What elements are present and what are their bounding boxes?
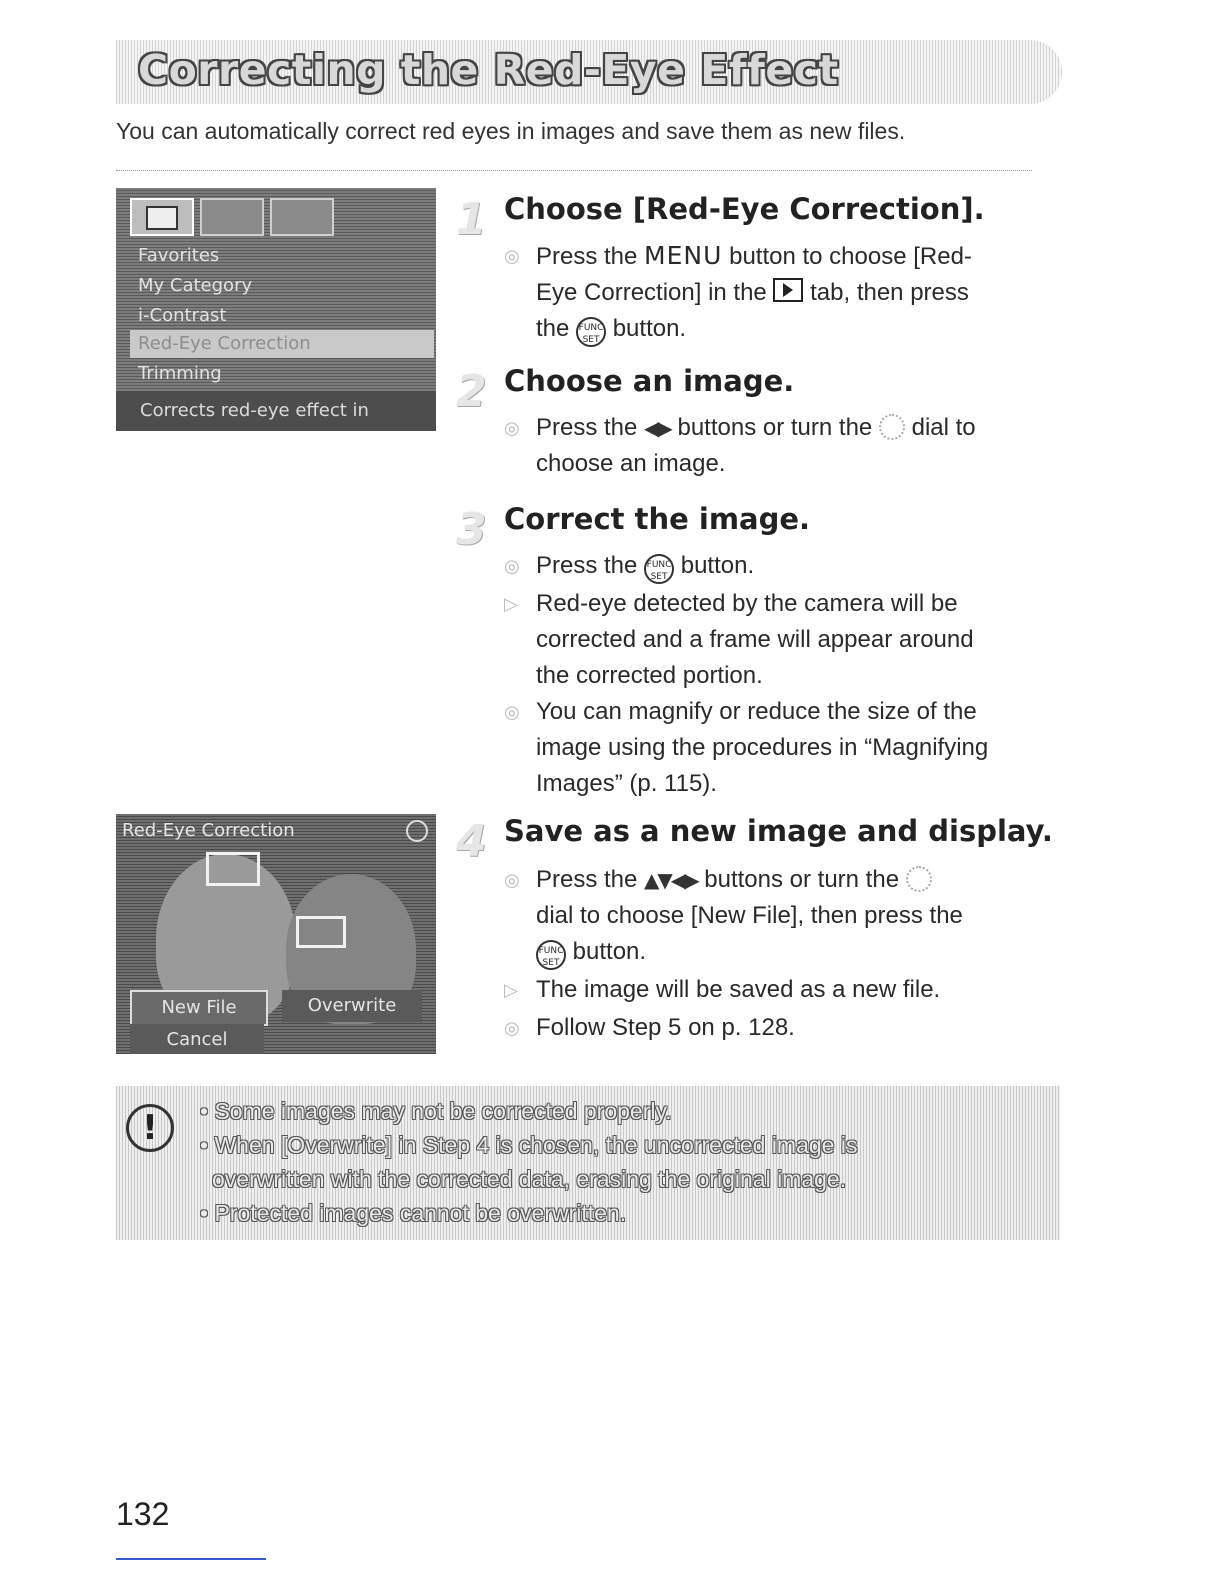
step-number: 1: [456, 194, 487, 245]
print-tab: [200, 198, 264, 236]
menu-item-favorites: Favorites: [138, 245, 220, 266]
bullet-icon: ◎: [504, 702, 520, 722]
section-title-bar: [116, 40, 1062, 104]
new-file-option: New File: [130, 990, 268, 1026]
correction-frame: [296, 916, 346, 948]
step-title: Choose [Red-Eye Correction].: [504, 192, 985, 226]
menu-item-trimming: Trimming: [138, 363, 222, 384]
page-number: 132: [116, 1496, 170, 1532]
result-arrow-icon: ▷: [504, 980, 518, 1000]
menu-button-label: MENU: [644, 241, 723, 270]
bullet-icon: ◎: [504, 418, 520, 438]
step-title: Choose an image.: [504, 364, 795, 398]
camera-menu-screenshot: [116, 188, 436, 431]
menu-item-i-contrast: i-Contrast: [138, 305, 227, 326]
divider: [116, 170, 1032, 171]
bullet-icon: ◎: [504, 1018, 520, 1038]
step-instruction: ◎ Press the ◀▶ buttons or turn the dial to choose an image.: [504, 410, 1064, 482]
menu-tabs: [130, 198, 334, 234]
func-set-button-icon: FUNC SET: [576, 317, 606, 347]
page-title: Correcting the Red-Eye Effect: [138, 46, 839, 94]
control-dial-icon: [879, 414, 905, 440]
notice-line: overwritten with the corrected data, erasing the original image.: [212, 1166, 847, 1192]
four-way-arrows-icon: ▲▼◀▶: [644, 868, 698, 892]
tools-tab: [270, 198, 334, 236]
step-number: 3: [456, 504, 487, 555]
step-title: Save as a new image and display.: [504, 814, 1053, 848]
correction-frame: [206, 852, 260, 886]
step-number: 4: [456, 816, 487, 867]
screen-title: Red-Eye Correction: [122, 820, 295, 841]
overwrite-option: Overwrite: [282, 990, 422, 1022]
notice-line: • When [Overwrite] in Step 4 is chosen, the uncorrected image is: [200, 1132, 858, 1158]
footer-rule: [116, 1558, 266, 1560]
bullet-icon: ◎: [504, 556, 520, 576]
menu-item-my-category: My Category: [138, 275, 253, 296]
step-instruction: ◎ Press the FUNC SET button.: [504, 548, 1064, 584]
func-set-button-icon: FUNC SET: [644, 554, 674, 584]
caution-icon: !: [126, 1104, 174, 1152]
left-right-arrows-icon: ◀▶: [644, 416, 671, 440]
func-set-button-icon: FUNC SET: [536, 940, 566, 970]
step-instruction: ◎ Press the MENU button to choose [Red- Eye Correction] in the tab, then press the FUNC SET button.: [504, 238, 1064, 347]
playback-icon: [773, 278, 803, 302]
step-result: ▷ The image will be saved as a new file.: [504, 972, 1064, 1008]
step-instruction: ◎ Follow Step 5 on p. 128.: [504, 1010, 1064, 1046]
step-instruction: ◎ Press the ▲▼◀▶ buttons or turn the dial to choose [New File], then press the FUNC SET button.: [504, 862, 1064, 970]
red-eye-correction-screenshot: [116, 814, 436, 1054]
menu-item-red-eye-correction: Red-Eye Correction: [130, 330, 434, 358]
bullet-icon: ◎: [504, 246, 520, 266]
step-title: Correct the image.: [504, 502, 811, 536]
dial-indicator-icon: [406, 820, 428, 842]
notice-line: • Some images may not be corrected properly.: [200, 1098, 672, 1124]
bullet-icon: ◎: [504, 870, 520, 890]
cancel-option: Cancel: [130, 1024, 264, 1054]
playback-icon: [146, 206, 178, 230]
intro-text: You can automatically correct red eyes in images and save them as new files.: [116, 118, 906, 144]
notice-line: • Protected images cannot be overwritten.: [200, 1200, 627, 1226]
result-arrow-icon: ▷: [504, 594, 518, 614]
step-number: 2: [456, 366, 487, 417]
control-dial-icon: [906, 866, 932, 892]
menu-hint: Corrects red-eye effect in: [116, 391, 436, 431]
caution-notice: [116, 1086, 1060, 1240]
step-instruction: ◎ You can magnify or reduce the size of the image using the procedures in “Magnifying Images” (p. 115).: [504, 694, 1064, 802]
playback-tab: [130, 198, 194, 236]
step-result: ▷ Red-eye detected by the camera will be corrected and a frame will appear around the corrected portion.: [504, 586, 1064, 694]
